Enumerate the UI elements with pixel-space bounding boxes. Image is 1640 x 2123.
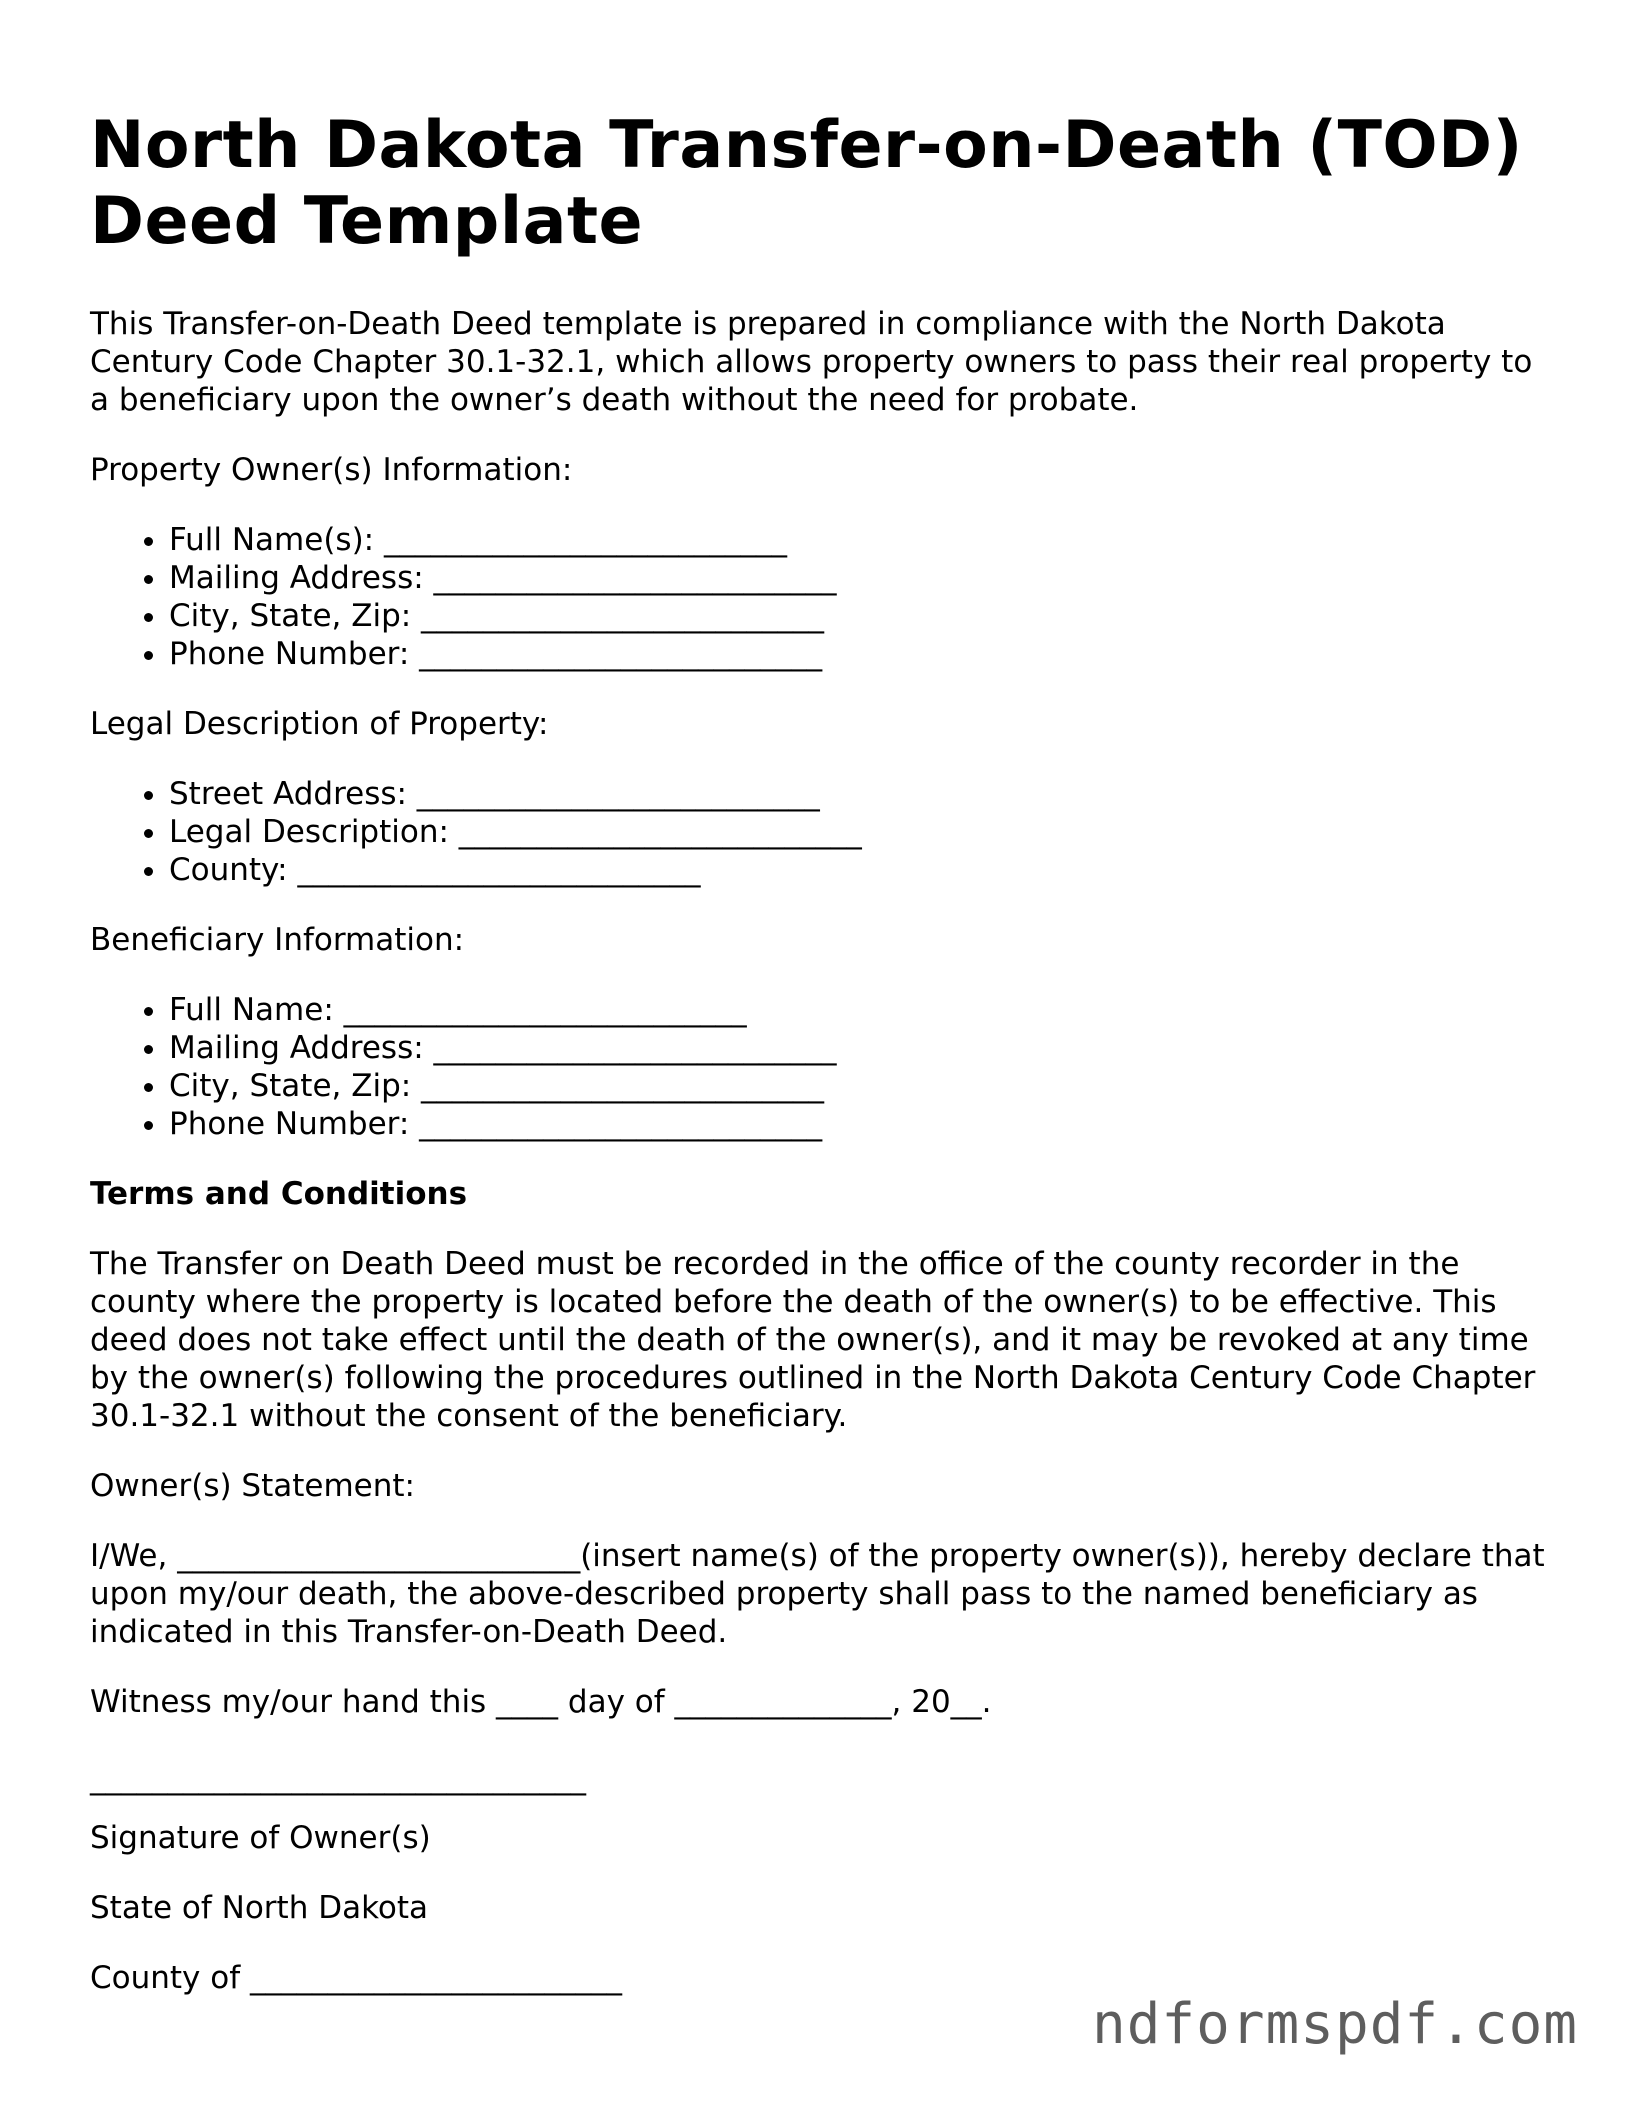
beneficiary-city-state-zip-field[interactable]: • City, State, Zip: __________________________	[169, 1067, 1550, 1105]
signature-line[interactable]: ________________________________	[90, 1760, 586, 1796]
document-title: North Dakota Transfer-on-Death (TOD) Deed Template	[90, 108, 1523, 259]
property-section-heading: Legal Description of Property:	[90, 706, 549, 742]
owner-section-heading: Property Owner(s) Information:	[90, 452, 573, 488]
beneficiary-section-heading: Beneficiary Information:	[90, 922, 465, 958]
terms-paragraph: The Transfer on Death Deed must be recorded in the office of the county recorder in the county where the property is located before the death of the owner(s) to be effective. This deed does not take effect until the death of the owner(s), and it may be revoked at any time by the owner(s) following the procedures outlined in the North Dakota Century Code Chapter 30.1-32.1 without the consent of the beneficiary.	[90, 1246, 1536, 1434]
owner-full-name-field[interactable]: • Full Name(s): __________________________	[169, 521, 1550, 559]
property-county-field[interactable]: • County: __________________________	[169, 851, 1550, 889]
beneficiary-info-list	[90, 991, 1550, 1143]
signature-label: Signature of Owner(s)	[90, 1820, 431, 1856]
owner-city-state-zip-field[interactable]: • City, State, Zip: __________________________	[169, 597, 1550, 635]
beneficiary-phone-number-field[interactable]: • Phone Number: __________________________	[169, 1105, 1550, 1143]
witness-line[interactable]: Witness my/our hand this ____ day of ______________, 20__.	[90, 1684, 992, 1720]
statement-heading: Owner(s) Statement:	[90, 1468, 415, 1504]
owner-phone-number-field[interactable]: • Phone Number: __________________________	[169, 635, 1550, 673]
document-page	[90, 108, 1550, 2029]
state-line: State of North Dakota	[90, 1890, 429, 1926]
county-line[interactable]: County of ________________________	[90, 1960, 622, 1996]
owner-mailing-address-field[interactable]: • Mailing Address: __________________________	[169, 559, 1550, 597]
property-legal-description-field[interactable]: • Legal Description: __________________________	[169, 813, 1550, 851]
statement-paragraph[interactable]: I/We, __________________________(insert name(s) of the property owner(s)), hereby declare that upon my/our death, the above-described property shall pass to the named beneficiary as indicated in this Transfer-on-Death Deed.	[90, 1538, 1545, 1650]
owner-info-list	[90, 521, 1550, 673]
site-watermark: ndformspdf.com	[1091, 1992, 1578, 2057]
terms-heading: Terms and Conditions	[90, 1176, 468, 1212]
beneficiary-mailing-address-field[interactable]: • Mailing Address: __________________________	[169, 1029, 1550, 1067]
property-street-address-field[interactable]: • Street Address: __________________________	[169, 775, 1550, 813]
property-info-list	[90, 775, 1550, 889]
intro-paragraph: This Transfer-on-Death Deed template is prepared in compliance with the North Dakota Century Code Chapter 30.1-32.1, which allows property owners to pass their real property to a beneficiary upon the owner’s death without the need for probate.	[90, 306, 1533, 418]
beneficiary-full-name-field[interactable]: • Full Name: __________________________	[169, 991, 1550, 1029]
